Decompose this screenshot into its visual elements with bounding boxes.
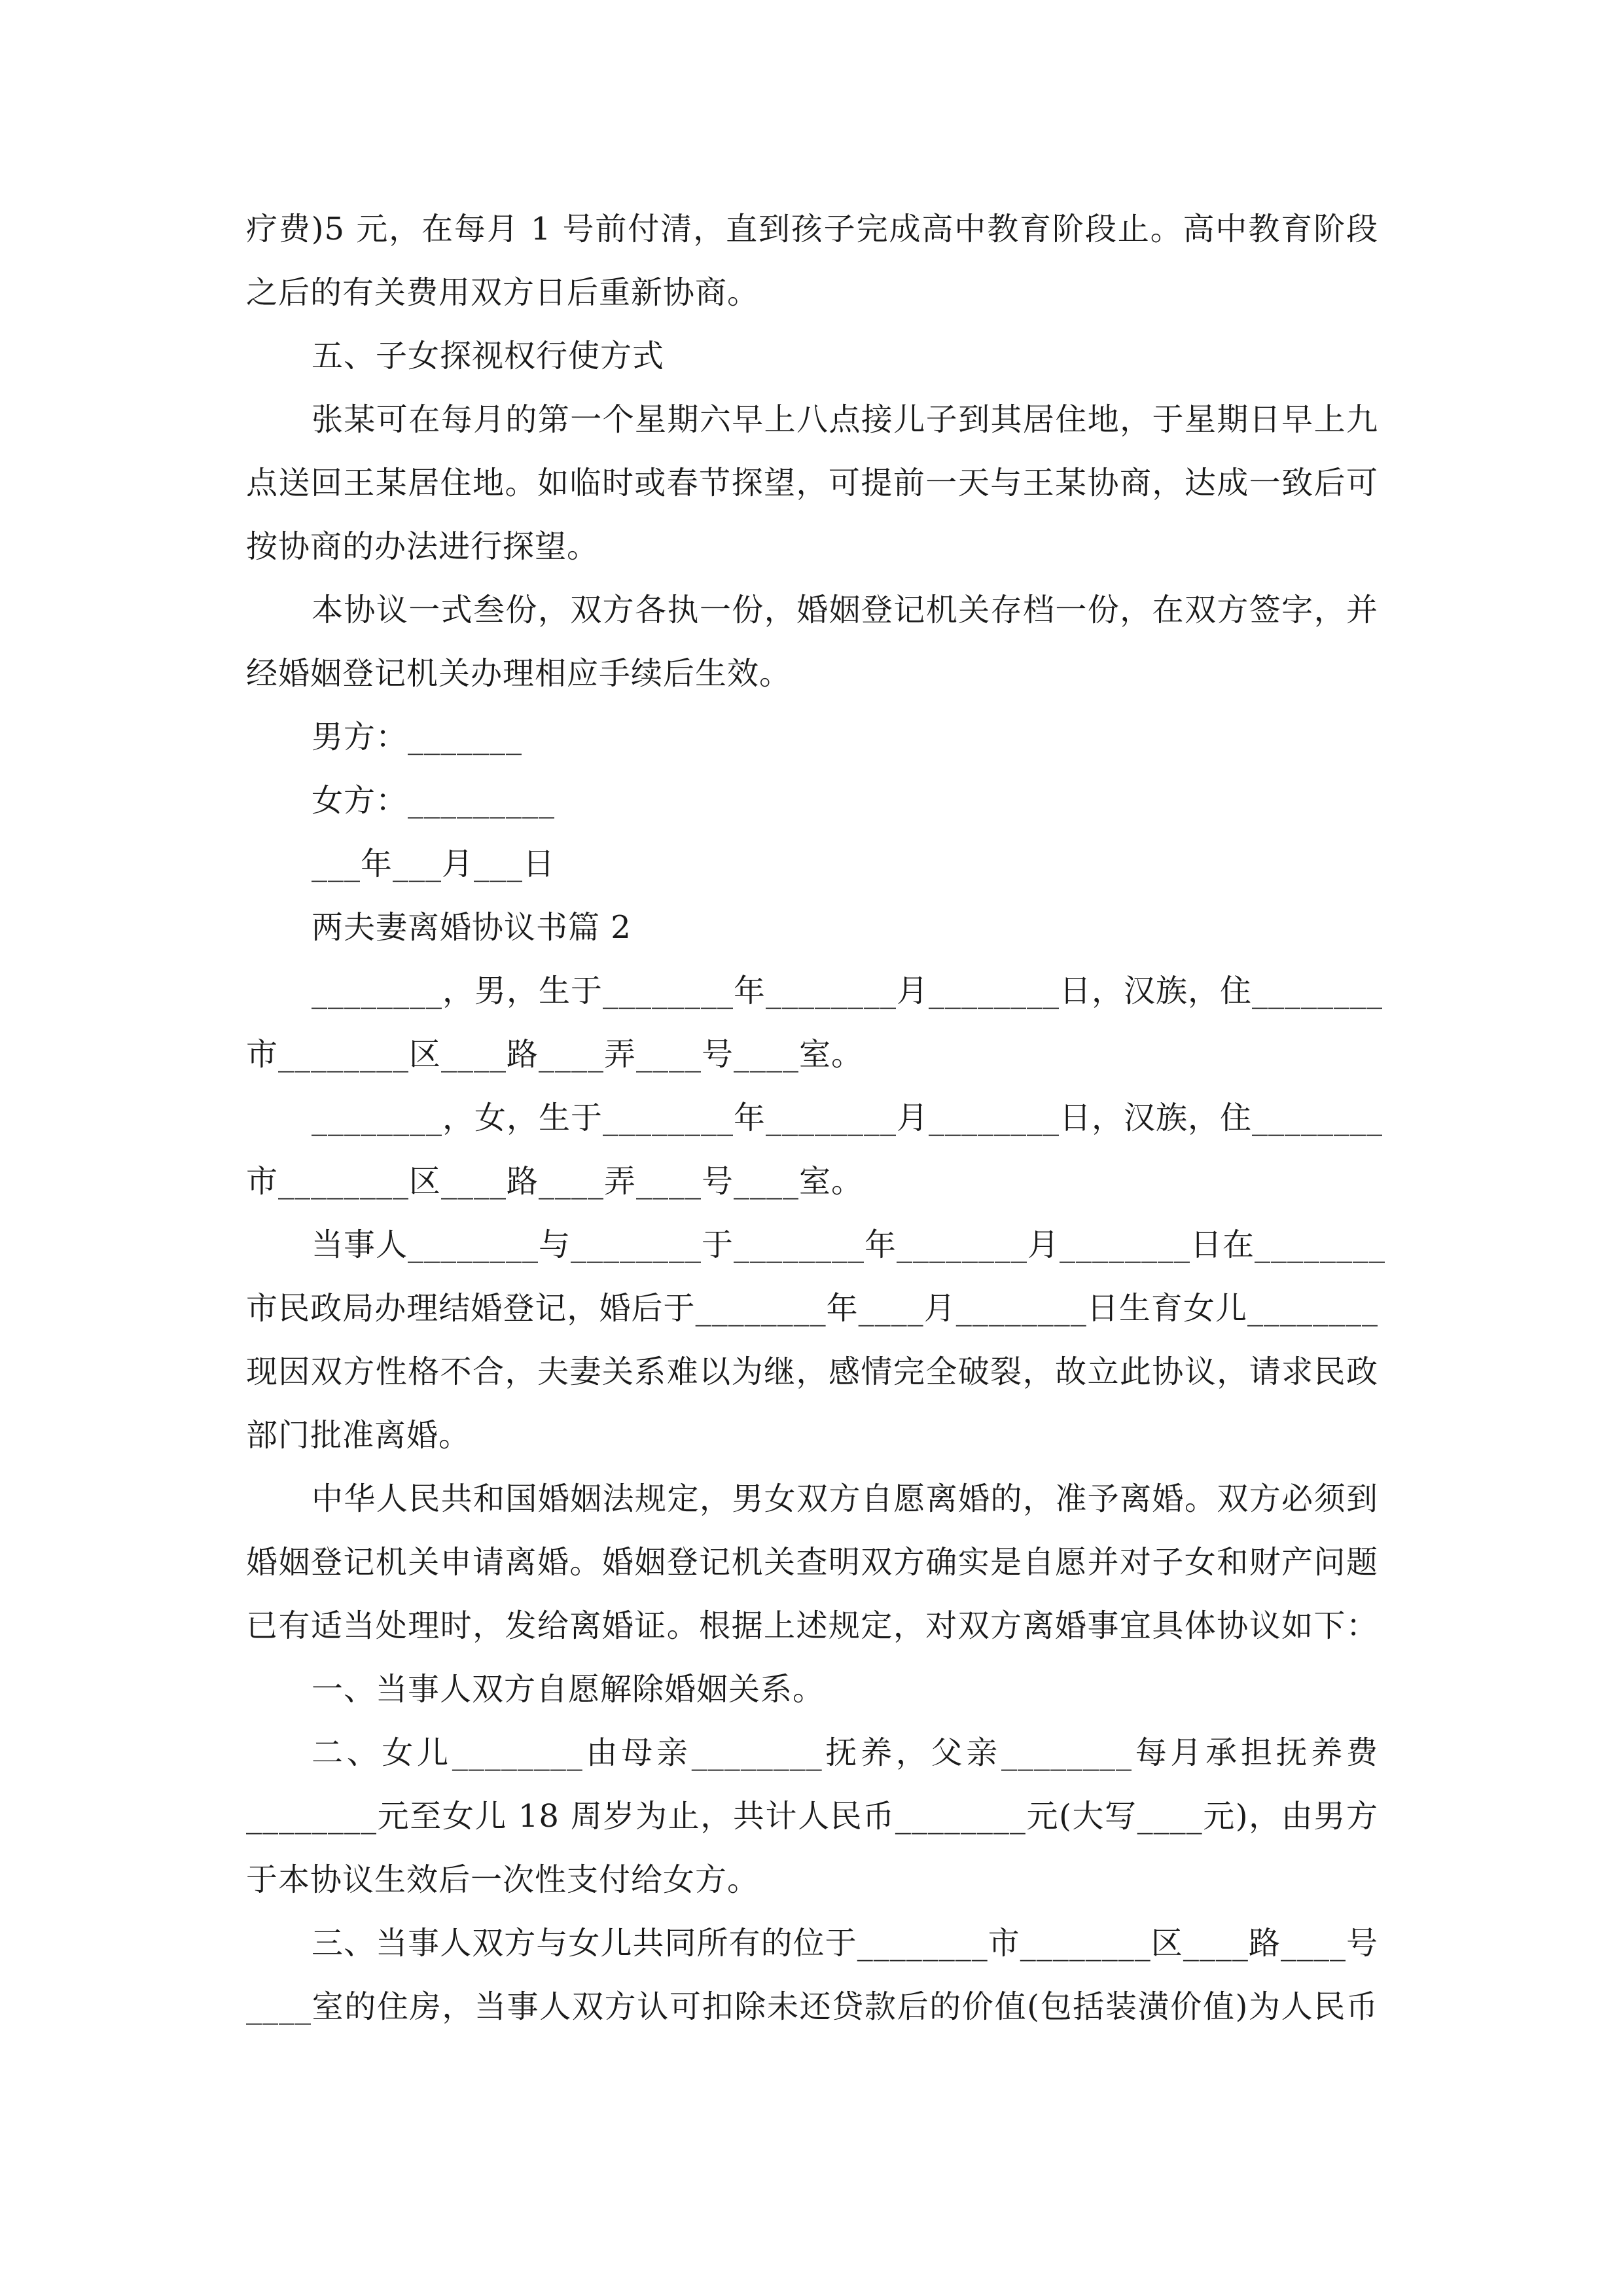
text-line: 中华人民共和国婚姻法规定，男女双方自愿离婚的，准予离婚。双方必须到 [312, 1480, 1378, 1517]
text-line: 部门批准离婚。 [246, 1417, 471, 1454]
text-line: 按协商的办法进行探望。 [246, 528, 599, 565]
text-line: ________，女，生于________年________月________日，汉族，住________ [312, 1100, 1383, 1136]
text-line: 已有适当处理时，发给离婚证。根据上述规定，对双方离婚事宜具体协议如下： [246, 1607, 1378, 1644]
signature-female: 女方：_________ [312, 782, 556, 819]
text-line: 点送回王某居住地。如临时或春节探望，可提前一天与王某协商，达成一致后可 [246, 465, 1378, 501]
text-line: 市民政局办理结婚登记，婚后于________年____月________日生育女儿________ [246, 1290, 1378, 1327]
date-line: ___年___月___日 [312, 846, 556, 882]
section-heading: 五、子女探视权行使方式 [312, 338, 665, 374]
text-line: 一、当事人双方自愿解除婚姻关系。 [312, 1671, 825, 1708]
text-line: 张某可在每月的第一个星期六早上八点接儿子到其居住地，于星期日早上九 [312, 401, 1378, 438]
text-line: 经婚姻登记机关办理相应手续后生效。 [246, 655, 792, 692]
text-line: 市________区____路____弄____号____室。 [246, 1036, 864, 1073]
text-line: 疗费)5 元，在每月 1 号前付清，直到孩子完成高中教育阶段止。高中教育阶段 [246, 211, 1378, 247]
text-line: ________，男，生于________年________月________日，汉族，住________ [312, 973, 1383, 1009]
text-line: ____室的住房，当事人双方认可扣除未还贷款后的价值(包括装潢价值)为人民币 [246, 1988, 1378, 2025]
text-line: 之后的有关费用双方日后重新协商。 [246, 274, 760, 311]
text-line: 二、女儿________由母亲________抚养，父亲________每月承担抚养费 [312, 1734, 1378, 1771]
text-line: 于本协议生效后一次性支付给女方。 [246, 1861, 760, 1898]
text-line: 市________区____路____弄____号____室。 [246, 1163, 864, 1200]
text-line: 当事人________与________于________年________月________日在________ [312, 1227, 1386, 1263]
article-title: 两夫妻离婚协议书篇 2 [312, 909, 632, 946]
text-line: 三、当事人双方与女儿共同所有的位于________市________区____路____号 [312, 1925, 1378, 1962]
text-line: 本协议一式叁份，双方各执一份，婚姻登记机关存档一份，在双方签字，并 [312, 592, 1378, 628]
text-line: 婚姻登记机关申请离婚。婚姻登记机关查明双方确实是自愿并对子女和财产问题 [246, 1544, 1378, 1581]
text-line: 现因双方性格不合，夫妻关系难以为继，感情完全破裂，故立此协议，请求民政 [246, 1354, 1378, 1390]
text-line: ________元至女儿 18 周岁为止，共计人民币________元(大写____元)，由男方 [246, 1798, 1378, 1835]
signature-male: 男方：_______ [312, 719, 523, 755]
